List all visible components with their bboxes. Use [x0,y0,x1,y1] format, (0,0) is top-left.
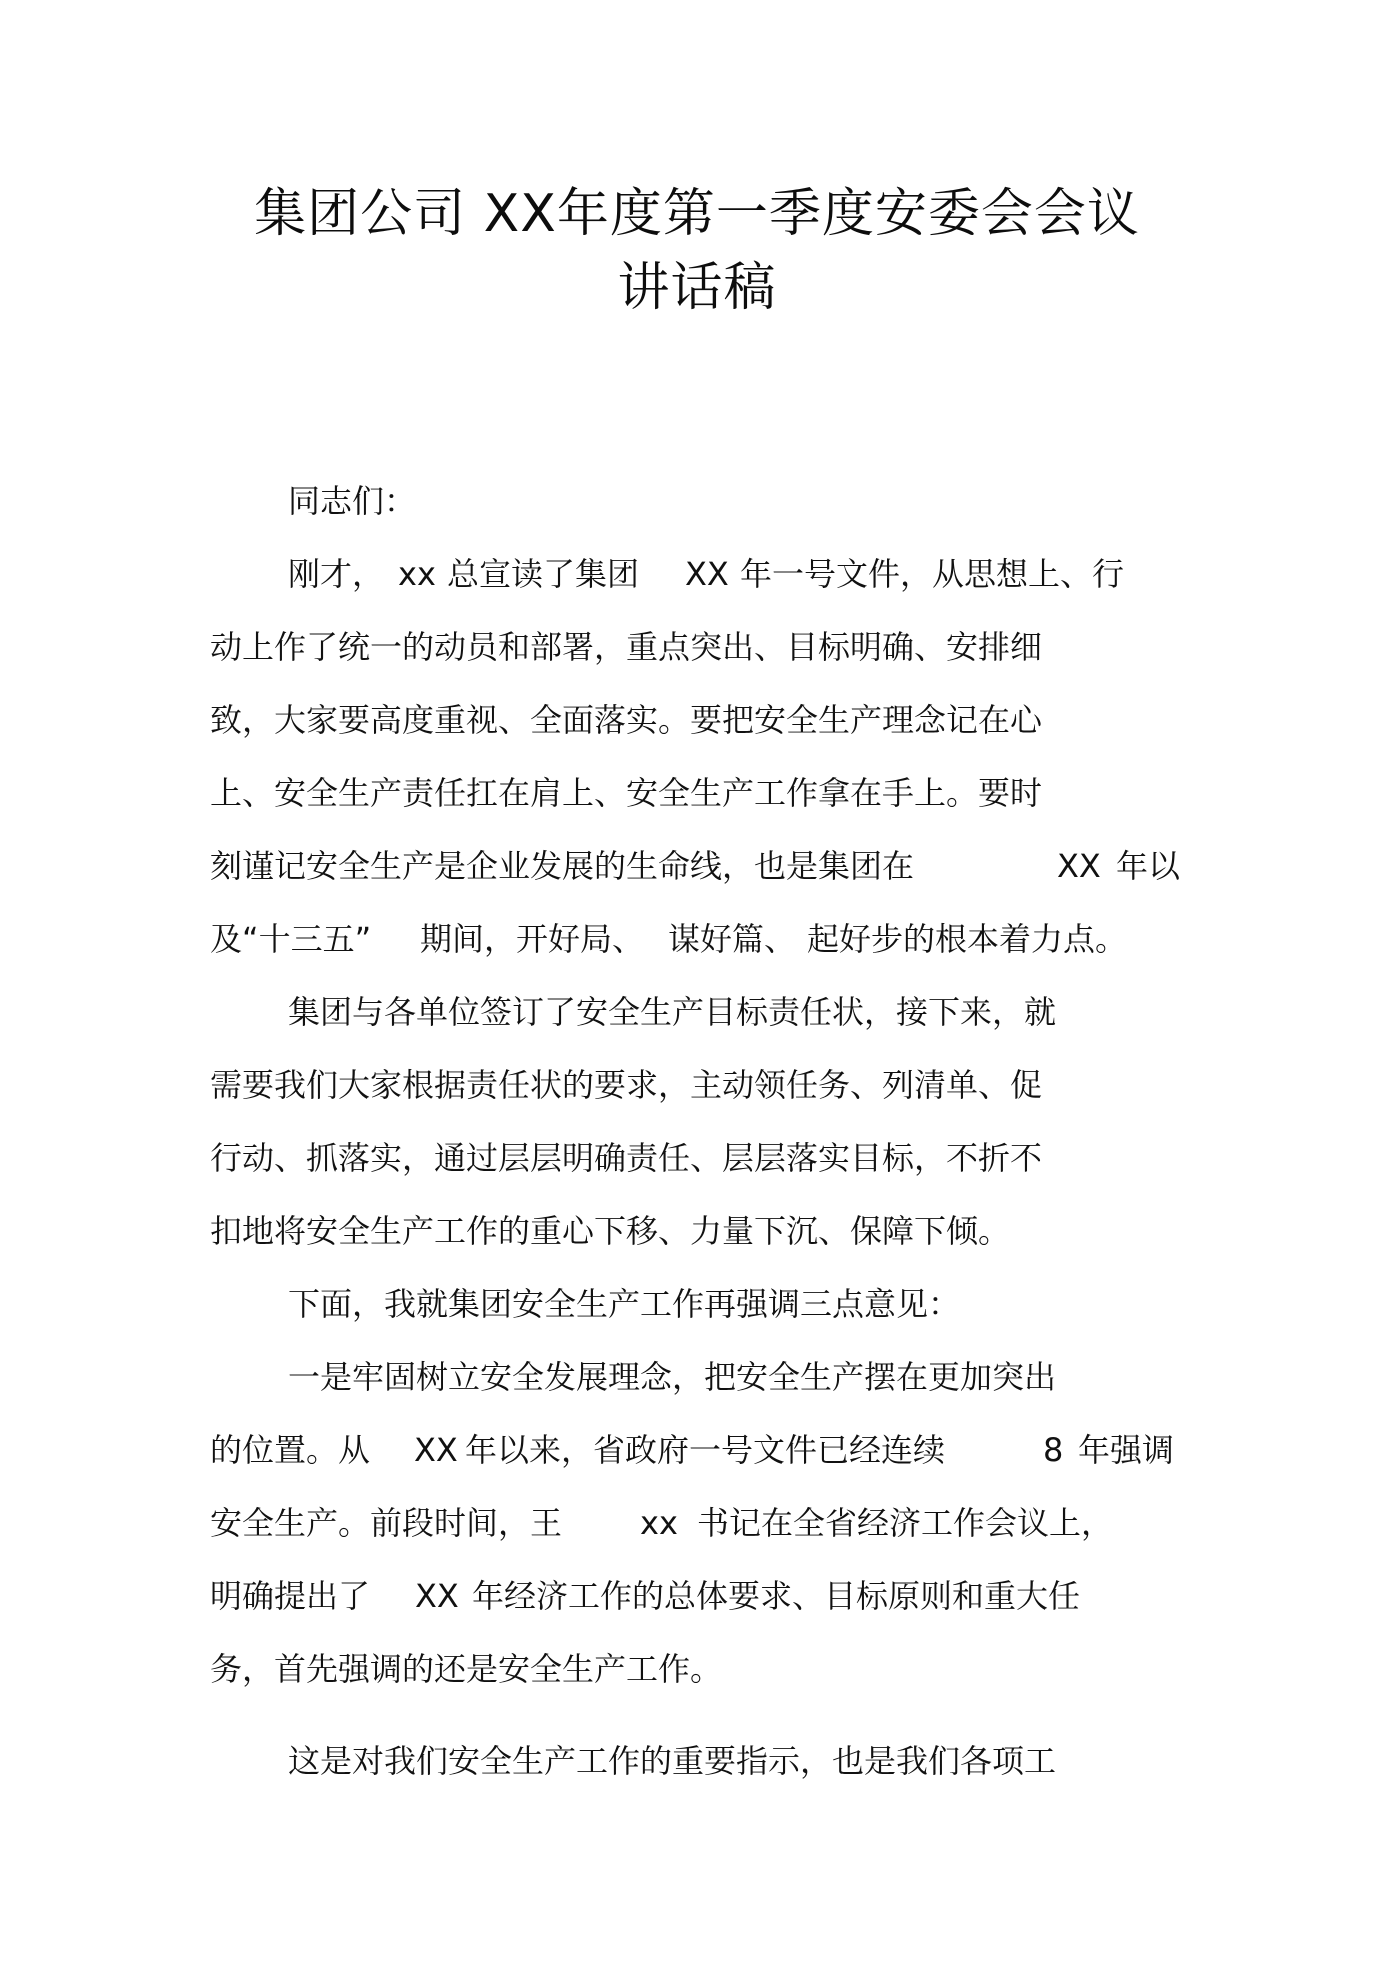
paragraph-4-line-2 [0,1430,1394,1470]
text-segment: 年一号文件，从思想上、行 [740,555,1125,593]
paragraph-3: 下面，我就集团安全生产工作再强调三点意见： [288,1285,961,1323]
paragraph-2-line-4: 扣地将安全生产工作的重心下移、力量下沉、保障下倾。 [210,1212,1011,1250]
paragraph-1-line-1 [0,554,1394,594]
text-segment: 年经济工作的总体要求、目标原则和重大任 [472,1577,1081,1615]
paragraph-5-line-1: 这是对我们安全生产工作的重要指示，也是我们各项工 [288,1742,1057,1780]
text-segment: XX [414,1431,458,1469]
paragraph-2-line-1: 集团与各单位签订了安全生产目标责任状，接下来，就 [288,993,1057,1031]
text-segment: 年以来，省政府一号文件已经连续 [465,1431,946,1469]
paragraph-1-line-4: 上、安全生产责任扛在肩上、安全生产工作拿在手上。要时 [210,774,1043,812]
text-segment: 及“十三五” [210,920,372,958]
text-segment: xx [398,555,436,593]
paragraph-4-line-4 [0,1576,1394,1616]
text-segment: xx [640,1504,678,1542]
salutation: 同志们： [288,482,417,520]
paragraph-1-line-2: 动上作了统一的动员和部署，重点突出、目标明确、安排细 [210,628,1043,666]
paragraph-1-line-3: 致，大家要高度重视、全面落实。要把安全生产理念记在心 [210,701,1043,739]
text-segment: 刚才， [288,555,385,593]
text-segment: 起好步的根本着力点。 [807,920,1128,958]
text-segment: 年强调 [1078,1431,1175,1469]
paragraph-4-line-3 [0,1503,1394,1543]
text-segment: 谋好篇、 [668,920,797,958]
paragraph-1-line-6 [0,919,1394,959]
paragraph-4-line-5: 务，首先强调的还是安全生产工作。 [210,1650,723,1688]
document-title-line2: 讲话稿 [617,258,777,318]
text-segment: XX [1057,847,1101,885]
paragraph-1-line-5 [0,846,1394,886]
text-segment: 刻谨记安全生产是企业发展的生命线，也是集团在 [210,847,915,885]
text-segment: 年以 [1116,847,1181,885]
document-title-line1: 集团公司 XX年度第一季度安委会会议 [254,184,1140,244]
text-segment: 书记在全省经济工作会议上， [697,1504,1114,1542]
text-segment: XX [685,555,729,593]
text-segment: 的位置。从 [210,1431,371,1469]
paragraph-2-line-3: 行动、抓落实，通过层层明确责任、层层落实目标，不折不 [210,1139,1043,1177]
paragraph-2-line-2: 需要我们大家根据责任状的要求，主动领任务、列清单、促 [210,1066,1043,1104]
text-segment: 安全生产。前段时间，王 [210,1504,563,1542]
text-segment: 总宣读了集团 [447,555,640,593]
text-segment: 期间，开好局、 [420,920,645,958]
text-segment: 8 [1043,1431,1064,1469]
text-segment: XX [415,1577,459,1615]
text-segment: 明确提出了 [210,1577,371,1615]
paragraph-4-line-1: 一是牢固树立安全发展理念，把安全生产摆在更加突出 [288,1358,1057,1396]
